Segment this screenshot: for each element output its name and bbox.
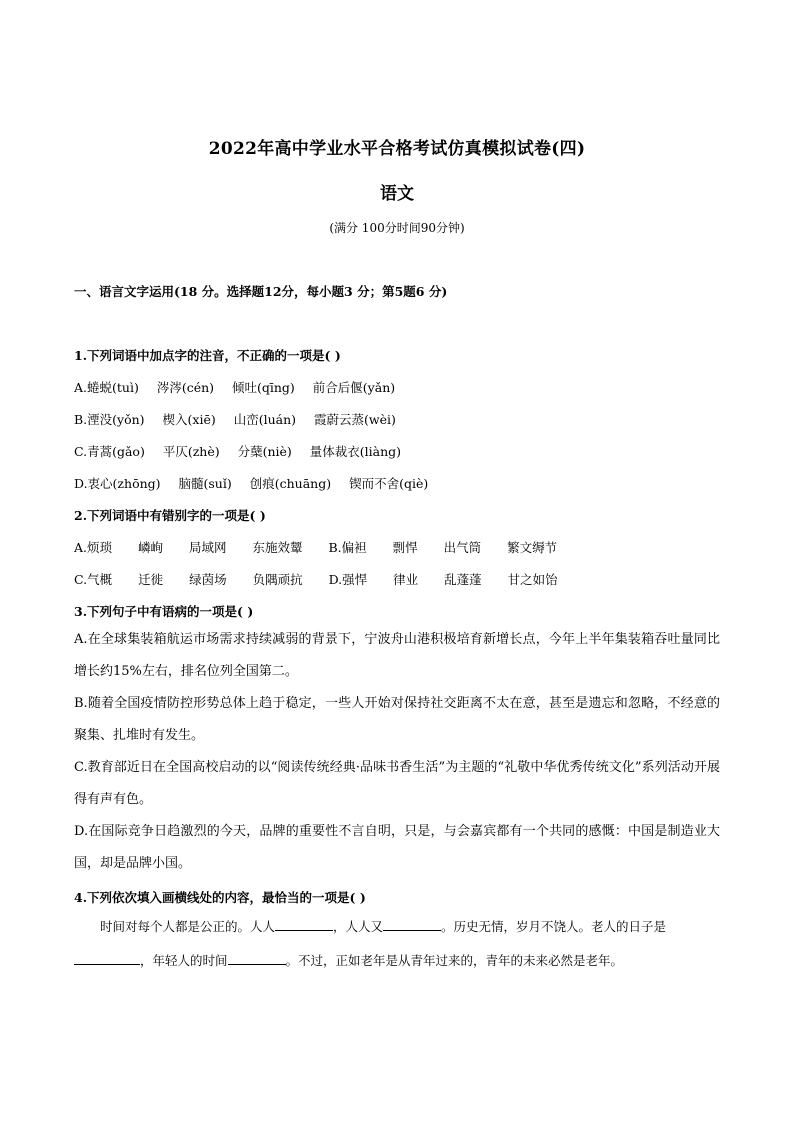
option-term: 东施效颦 — [252, 540, 303, 555]
option-term: B.湮没(yǒn) — [74, 412, 145, 427]
option-term: 局域网 — [189, 540, 227, 555]
question-1-option-d — [74, 474, 428, 492]
option-term: C.青蒿(gǎo) — [74, 444, 145, 459]
option-term: 锲而不舍(qiè) — [349, 476, 429, 491]
option-term: 楔入(xiē) — [162, 412, 216, 427]
option-term: 剽悍 — [392, 540, 418, 555]
passage-text: ，年轻人的时间 — [140, 953, 228, 968]
question-3-option-b: B.随着全国疫情防控形势总体上趋于稳定，一些人开始对保持社交距离不太在意，甚至是遗忘和忽略，不经意的聚集、扎堆时有发生。 — [74, 696, 720, 743]
option-term: 倾吐(qīng) — [232, 380, 295, 395]
question-2-stem: 2.下列词语中有错别字的一项是( ) — [74, 508, 266, 523]
blank-line — [383, 918, 441, 931]
blank-line — [275, 918, 333, 931]
option-term: 负隅顽抗 — [252, 572, 303, 587]
option-term: 涔涔(cén) — [156, 380, 215, 395]
question-2-options-cd — [74, 570, 558, 588]
question-1-stem: 1.下列词语中加点字的注音，不正确的一项是( ) — [74, 348, 341, 363]
option-term: B.偏袒 — [328, 540, 367, 555]
option-term: C.气概 — [74, 572, 113, 587]
option-term: 山峦(luán) — [233, 412, 297, 427]
blank-line — [228, 952, 286, 965]
option-term: A.烦琐 — [74, 540, 113, 555]
question-1-option-b — [74, 410, 396, 428]
option-term: 嶙峋 — [138, 540, 164, 555]
passage-text: 。不过，正如老年是从青年过来的，青年的未来必然是老年。 — [285, 953, 624, 968]
option-term: 绿茵场 — [189, 572, 227, 587]
option-term: 乱蓬蓬 — [444, 572, 482, 587]
option-term: 出气筒 — [443, 540, 482, 555]
score-time-note: (满分 100分时间90分钟) — [329, 221, 465, 235]
option-term: D.强悍 — [328, 572, 368, 587]
exam-title: 2022年高中学业水平合格考试仿真模拟试卷(四) — [208, 139, 586, 159]
blank-line — [74, 952, 140, 965]
option-term: D.衷心(zhōng) — [74, 476, 161, 491]
option-term: 迁徙 — [138, 572, 164, 587]
option-term: 创痕(chuāng) — [249, 476, 332, 491]
subject-title: 语文 — [380, 184, 414, 204]
section-heading: 一、语言文字运用(18 分。选择题12分，每小题3 分；第5题6 分) — [74, 284, 448, 299]
option-term: 甘之如饴 — [507, 572, 558, 587]
option-term: 量体裁衣(liàng) — [309, 444, 402, 459]
question-1-option-c — [74, 442, 401, 460]
option-term: 分蘖(niè) — [237, 444, 292, 459]
question-3-option-a: A.在全球集装箱航运市场需求持续减弱的背景下，宁波舟山港积极培育新增长点，今年上半年集装箱吞吐量同比增长约15%左右，排名位列全国第二。 — [74, 632, 720, 679]
question-3-stem: 3.下列句子中有语病的一项是( ) — [74, 604, 254, 619]
question-4-passage-line-2 — [74, 944, 724, 978]
option-term: 脑髓(suǐ) — [178, 476, 232, 491]
option-term: 霞蔚云蒸(wèi) — [314, 412, 396, 427]
option-term: 律业 — [393, 572, 419, 587]
question-1-option-a — [74, 378, 395, 396]
question-4-stem: 4.下列依次填入画横线处的内容，最恰当的一项是( ) — [74, 890, 366, 905]
passage-text: 。历史无情，岁月不饶人。老人的日子是 — [441, 919, 667, 934]
question-3-option-c: C.教育部近日在全国高校启动的以“阅读传统经典·品味书香生活”为主题的“礼敬中华优秀传统文化”系列活动开展得有声有色。 — [74, 760, 720, 807]
passage-text: 时间对每个人都是公正的。人人 — [100, 919, 276, 934]
question-2-options-ab — [74, 538, 557, 556]
option-term: 繁文缛节 — [507, 540, 558, 555]
option-term: A.蜷蜕(tuì) — [74, 380, 139, 395]
option-term: 平仄(zhè) — [162, 444, 220, 459]
question-3-option-d: D.在国际竞争日趋激烈的今天，品牌的重要性不言自明，只是，与会嘉宾都有一个共同的感慨：中国是制造业大国，却是品牌小国。 — [74, 824, 720, 871]
passage-text: ，人人又 — [333, 919, 384, 934]
option-term: 前合后偃(yǎn) — [312, 380, 396, 395]
question-4-passage-line-1 — [74, 910, 724, 944]
